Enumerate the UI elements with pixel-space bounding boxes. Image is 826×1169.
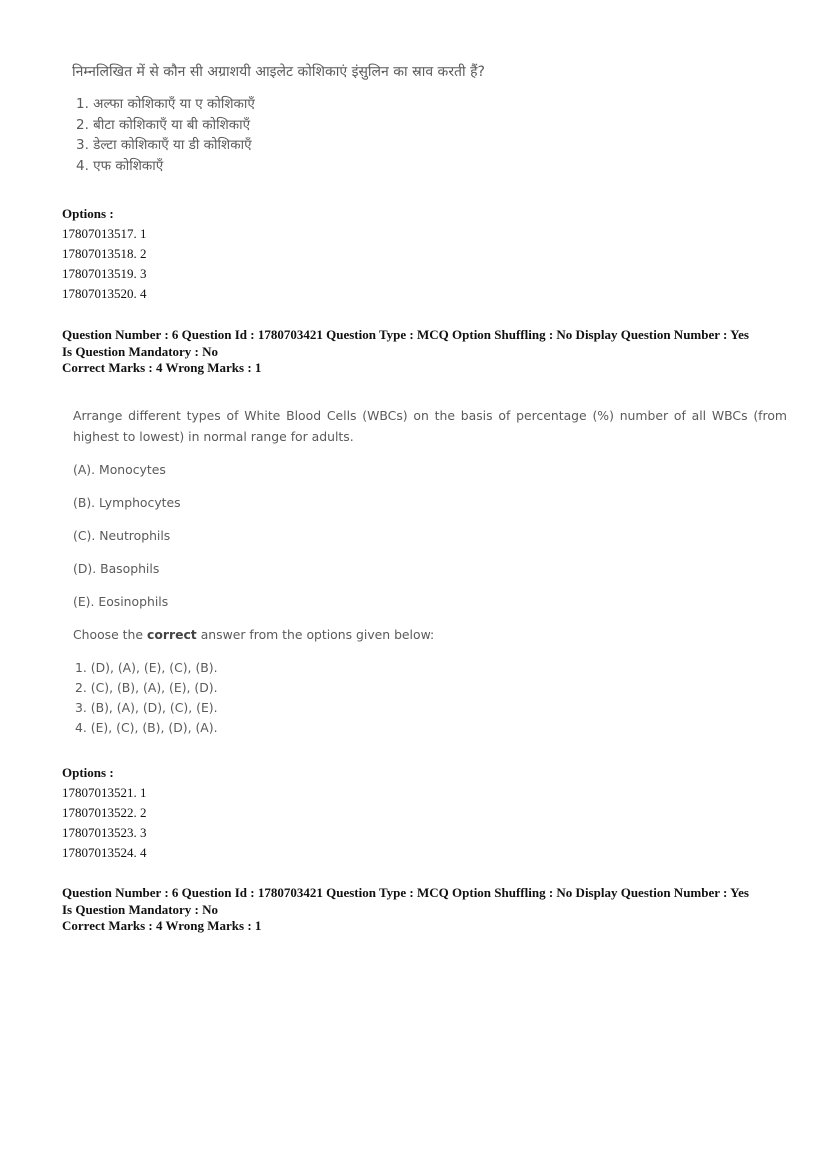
question-mandatory-line: Is Question Mandatory : No bbox=[62, 343, 219, 359]
option-value: 1 bbox=[140, 226, 147, 241]
instruction-bold: correct bbox=[146, 627, 197, 642]
question-2-answer: 1. (D), (A), (E), (C), (B). bbox=[75, 660, 218, 675]
question-1-choice: 1. अल्फा कोशिकाएँ या ए कोशिकाएँ bbox=[76, 96, 255, 112]
question-1-stem: निम्नलिखित में से कौन सी अग्राशयी आइलेट कोशिकाएं इंसुलिन का स्राव करती हैं? bbox=[72, 64, 485, 80]
option-id: 17807013520. bbox=[62, 286, 137, 301]
option-value: 3 bbox=[140, 825, 147, 840]
marks-line: Correct Marks : 4 Wrong Marks : 1 bbox=[62, 918, 262, 933]
question-2-item: (C). Neutrophils bbox=[73, 528, 171, 543]
question-1-choice: 3. डेल्टा कोशिकाएँ या डी कोशिकाएँ bbox=[76, 137, 252, 153]
instruction-suffix: answer from the options given below: bbox=[200, 627, 435, 642]
option-row bbox=[62, 264, 147, 284]
option-row bbox=[62, 284, 147, 304]
question-1-choice: 4. एफ कोशिकाएँ bbox=[76, 157, 164, 174]
instruction-prefix: Choose the bbox=[73, 627, 144, 642]
question-meta bbox=[62, 885, 782, 935]
option-id: 17807013521. bbox=[62, 785, 137, 800]
option-value: 3 bbox=[140, 266, 147, 281]
question-2-item: (B). Lymphocytes bbox=[73, 495, 181, 510]
question-2-answer-list bbox=[75, 658, 787, 738]
option-value: 2 bbox=[140, 805, 147, 820]
option-row bbox=[62, 823, 147, 843]
question-meta-line: Question Number : 6 Question Id : 1780703421 Question Type : MCQ Option Shuffling : No Display Question Number : Yes bbox=[62, 885, 749, 900]
question-2-answer: 3. (B), (A), (D), (C), (E). bbox=[75, 700, 218, 715]
question-meta bbox=[62, 327, 782, 377]
question-1-image bbox=[62, 62, 782, 176]
option-id: 17807013517. bbox=[62, 226, 137, 241]
question-2-stem: Arrange different types of White Blood Cells (WBCs) on the basis of percentage (%) number of all WBCs (from highest to lowest) in normal range for adults. bbox=[73, 408, 787, 444]
question-2-item: (E). Eosinophils bbox=[73, 594, 169, 609]
option-value: 4 bbox=[140, 286, 147, 301]
option-row bbox=[62, 224, 147, 244]
option-id: 17807013522. bbox=[62, 805, 137, 820]
question-1-choice-list bbox=[76, 94, 782, 176]
options-title: Options : bbox=[62, 206, 114, 221]
question-2-image bbox=[73, 406, 787, 738]
option-row bbox=[62, 783, 147, 803]
option-row bbox=[62, 244, 147, 264]
question-mandatory-line: Is Question Mandatory : No bbox=[62, 901, 219, 917]
options-title: Options : bbox=[62, 765, 114, 780]
question-2-instruction bbox=[73, 625, 787, 645]
option-value: 1 bbox=[140, 785, 147, 800]
question-1-options bbox=[62, 204, 147, 304]
option-row bbox=[62, 843, 147, 863]
question-2-item: (A). Monocytes bbox=[73, 462, 166, 477]
marks-line: Correct Marks : 4 Wrong Marks : 1 bbox=[62, 360, 262, 375]
option-id: 17807013518. bbox=[62, 246, 137, 261]
option-id: 17807013519. bbox=[62, 266, 137, 281]
option-value: 4 bbox=[140, 845, 147, 860]
question-2-answer: 2. (C), (B), (A), (E), (D). bbox=[75, 680, 218, 695]
question-2-item: (D). Basophils bbox=[73, 561, 160, 576]
option-value: 2 bbox=[140, 246, 147, 261]
option-row bbox=[62, 803, 147, 823]
question-meta-line: Question Number : 6 Question Id : 1780703421 Question Type : MCQ Option Shuffling : No Display Question Number : Yes bbox=[62, 327, 749, 342]
option-id: 17807013523. bbox=[62, 825, 137, 840]
option-id: 17807013524. bbox=[62, 845, 137, 860]
question-1-choice: 2. बीटा कोशिकाएँ या बी कोशिकाएँ bbox=[76, 116, 251, 133]
question-2-options bbox=[62, 763, 147, 863]
question-2-answer: 4. (E), (C), (B), (D), (A). bbox=[75, 720, 218, 735]
